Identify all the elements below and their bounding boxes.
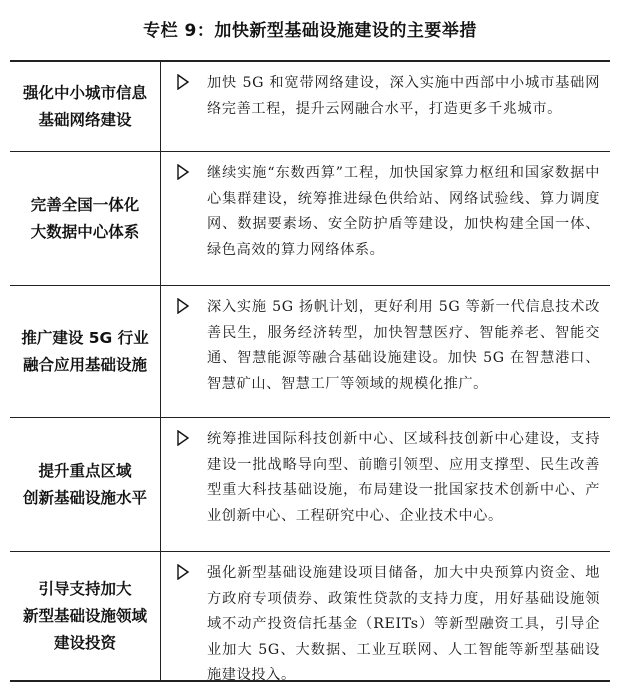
row-label-line: 强化中小城市信息 [22, 83, 147, 102]
row-label-line: 新型基础设施领域 [22, 606, 147, 625]
row-text: 继续实施“东数西算”工程，加快国家算力枢纽和国家数据中心集群建设，统筹推进绿色供给站、网络试验线、算力调度网、数据要素场、安全防护盾等建设，加快构建全国一体、绿色高效的算力网络体系。 [207, 165, 600, 258]
bullet-arrow-icon [176, 164, 190, 180]
row-label-line: 大数据中心体系 [30, 222, 140, 241]
bullet-arrow-icon [176, 564, 190, 580]
row-label [10, 418, 161, 552]
page-title: 专栏 9：加快新型基础设施建设的主要举措 [143, 21, 477, 41]
row-label-line: 提升重点区域 [38, 461, 132, 480]
row-text: 强化新型基础设施建设项目储备，加大中央预算内资金、地方政府专项债券、政策性贷款的支持力度，用好基础设施领域不动产投资信托基金（REITs）等新型融资工具，引导企业加大 5G、大数据、工业互联网、人工智能等新型基础设施建设投入。 [207, 565, 600, 684]
row-label-line: 创新基础设施水平 [22, 488, 147, 507]
row-text: 加快 5G 和宽带网络建设，深入实施中西部中小城市基础网络完善工程，提升云网融合水平，打造更多千兆城市。 [207, 75, 600, 117]
row-label-line: 融合应用基础设施 [22, 355, 147, 374]
row-label [10, 62, 161, 152]
row-text: 深入实施 5G 扬帆计划，更好利用 5G 等新一代信息技术改善民生，服务经济转型，加快智慧医疗、智能养老、智能交通、智慧能源等融合基础设施建设。加快 5G 在智慧港口、智慧矿山、智慧工厂等领域的规模化推广。 [207, 299, 600, 392]
row-label-line: 引导支持加大 [38, 579, 132, 598]
row-content [161, 152, 610, 286]
row-content [161, 62, 610, 152]
bullet-arrow-icon [176, 298, 190, 314]
row-content [161, 418, 610, 552]
bullet-arrow-icon [176, 430, 190, 446]
measures-table [10, 60, 610, 682]
row-content [161, 286, 610, 418]
row-label-line: 完善全国一体化 [30, 195, 140, 214]
row-label [10, 552, 161, 680]
row-label-line: 推广建设 5G 行业 [21, 328, 149, 347]
row-content [161, 552, 610, 684]
row-text: 统筹推进国际科技创新中心、区域科技创新中心建设，支持建设一批战略导向型、前瞻引领型、应用支撑型、民生改善型重大科技基础设施，布局建设一批国家技术创新中心、产业创新中心、工程研究中心、企业技术中心。 [207, 431, 600, 524]
row-label [10, 152, 161, 286]
bullet-arrow-icon [176, 74, 190, 90]
row-label-line: 建设投资 [53, 633, 116, 652]
row-label-line: 基础网络建设 [38, 110, 132, 129]
row-label [10, 286, 161, 418]
